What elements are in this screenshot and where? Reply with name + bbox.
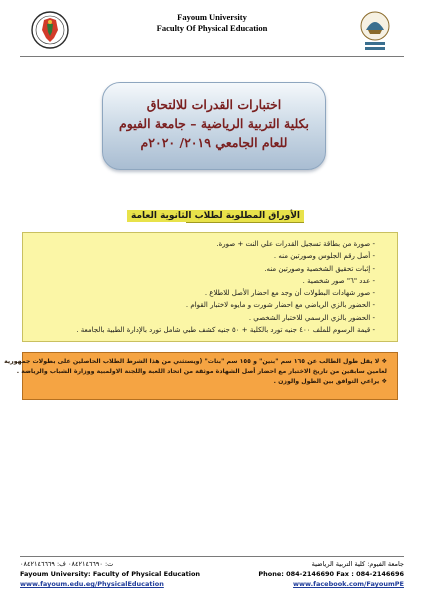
- notes-box: [4, 352, 398, 400]
- requirements-list: [23, 233, 397, 336]
- list-item: - قيمة الرسوم للملف ٤٠٠ جنيه تورد بالكلية + ٥٠ جنيه كشف طبي شامل تورد بالإدارة الطبية بالجامعة .: [76, 326, 375, 335]
- footer-address-ar: جامعة الفيوم: كلية التربية الرياضية: [311, 560, 404, 568]
- faculty-emblem-logo: [30, 10, 70, 50]
- requirements-box: [22, 232, 398, 342]
- title-line-3: للعام الجامعي ٢٠١٩/ ٢٠٢٠م: [140, 135, 288, 150]
- section-heading-underline: [186, 222, 304, 223]
- website-link[interactable]: www.fayoum.edu.eg/PhysicalEducation: [20, 580, 164, 588]
- list-item: - إثبات تحقيق الشخصية وصورتين منه.: [264, 264, 375, 273]
- footer-address-en: Fayoum University: Faculty of Physical Education: [20, 570, 201, 578]
- list-item: - صورة من بطاقة تسجيل القدرات علي النت + صورة.: [216, 240, 375, 248]
- note-height-line-1: ❖ لا يقل طول الطالب عن ١٦٥ سم "بنين" و ١٥٥ سم "بنات" (ويستثني من هذا الشرط الطلاب الحاصلين على بطولات جمهورية: [4, 358, 387, 365]
- letterhead-title: [110, 12, 314, 34]
- header-divider: [20, 56, 404, 57]
- footer-divider: [20, 556, 404, 557]
- faculty-name: Faculty Of Physical Education: [156, 23, 268, 33]
- list-item: - أصل رقم الجلوس وصورتين منه .: [273, 252, 375, 261]
- section-heading: الأوراق المطلوبة لطلاب الثانوية العامة: [127, 210, 304, 222]
- university-seal-logo: [352, 8, 398, 54]
- list-item: - عدد "٦" صور شخصية .: [302, 276, 375, 285]
- footer-phone-ar: ت: ٠٨٤٢١٤٦٦٩٠ ف: ٠٨٤٢١٤٦٦٦٩: [20, 560, 114, 568]
- title-line-1: اختبارات القدرات للالتحاق: [146, 97, 282, 112]
- title-line-2: بكلية التربية الرياضية – جامعة الفيوم: [119, 116, 309, 131]
- letterhead: [0, 6, 424, 52]
- university-name: Fayoum University: [177, 12, 247, 22]
- list-item: - الحضور بالزي الرسمي للاختبار الشخصي .: [248, 313, 375, 322]
- note-weight: ❖ يراعي التوافق بين الطول والوزن .: [273, 378, 387, 385]
- list-item: - صور شهادات البطولات أن وجد مع احضار الأصل للاطلاع .: [204, 289, 375, 298]
- footer-phone-en: Phone: 084-2146690 Fax : 084-2146696: [258, 570, 404, 578]
- list-item: - الحضور بالزي الرياضي مع احضار شورت و مايوه لاختبار القوام .: [185, 301, 375, 310]
- note-height-line-2: لعامين سابقين من تاريخ الاختبار مع احضار أصل الشهادة موثقة من اتحاد اللعبة واللجنة الاولمبية ووزارة الشباب والرياضة .: [16, 368, 387, 375]
- facebook-link[interactable]: www.facebook.com/FayoumPE: [293, 580, 404, 588]
- title-banner: [102, 82, 326, 170]
